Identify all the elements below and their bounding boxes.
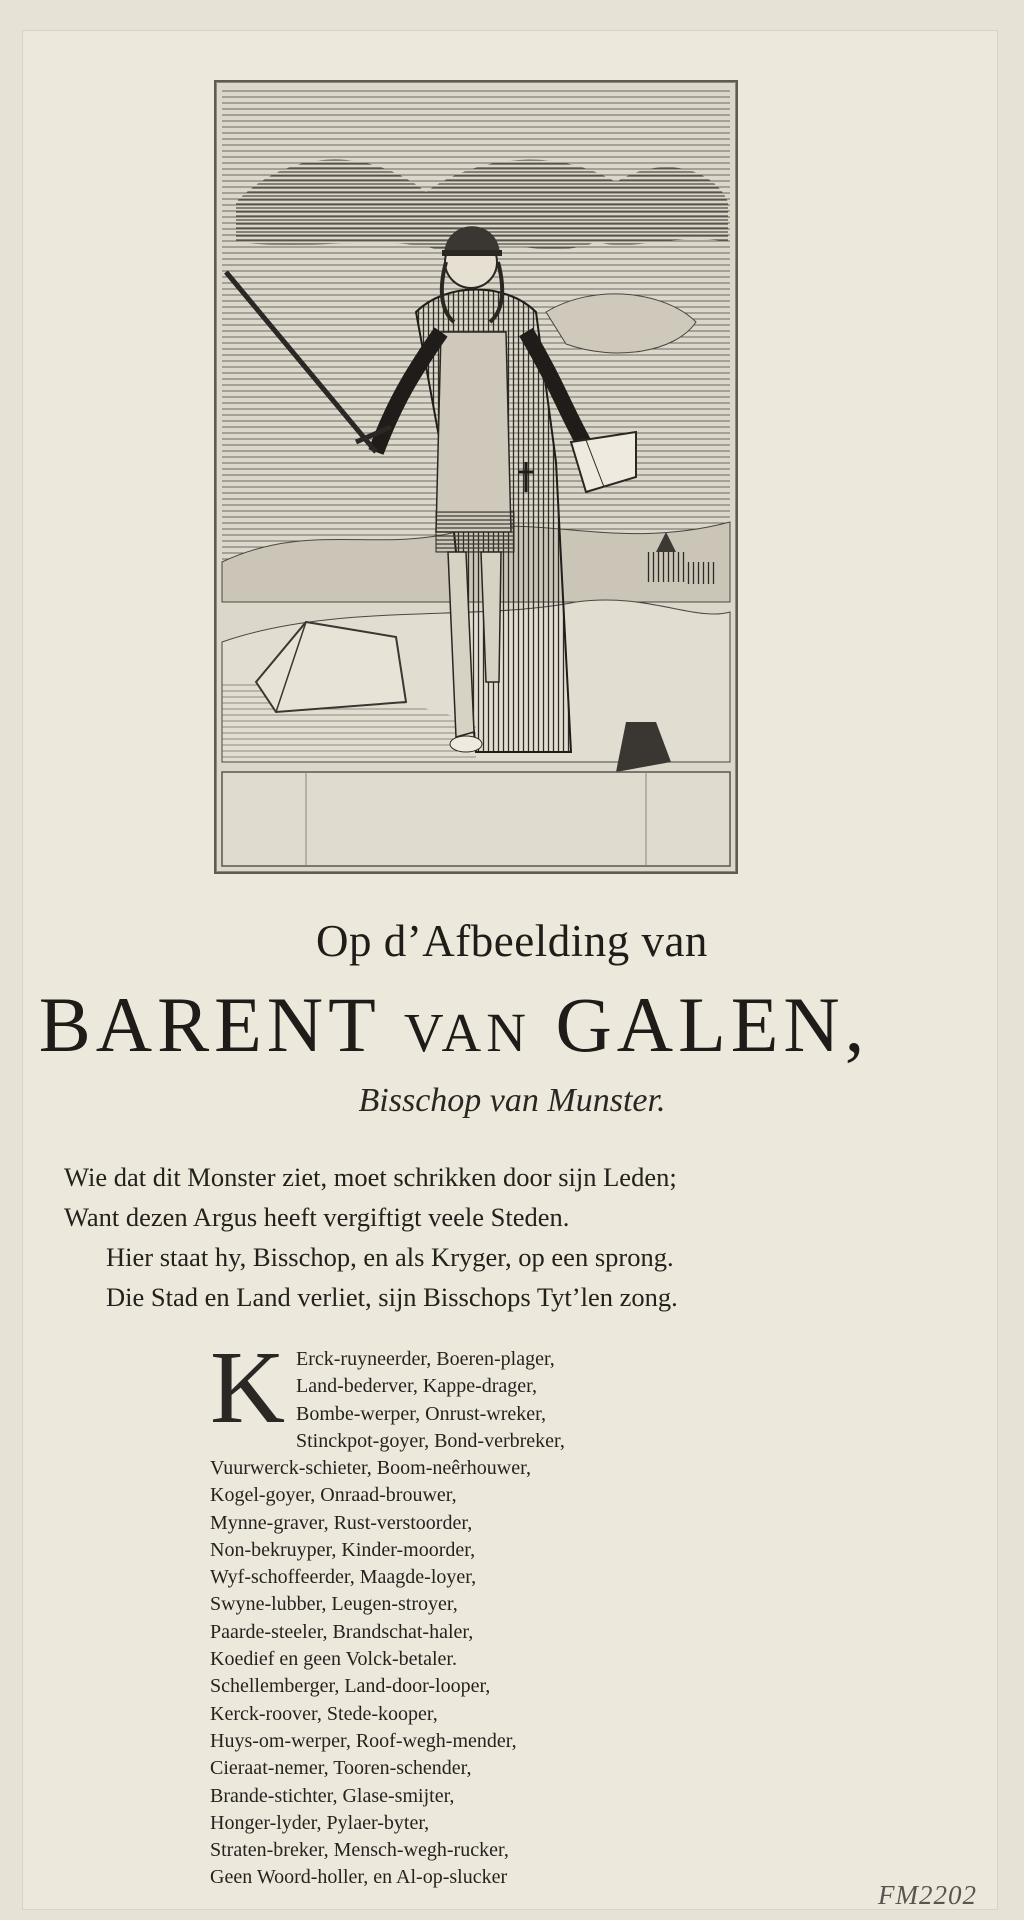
litany-line: Erck-ruyneerder, Boeren-plager, <box>296 1348 555 1370</box>
litany-line: Stinckpot-goyer, Bond-verbreker, <box>296 1429 565 1452</box>
litany-line: Schellemberger, Land-door-looper, <box>210 1675 491 1698</box>
verse-line: Want dezen Argus heeft vergiftigt veele Steden. <box>64 1202 570 1232</box>
litany-line: Vuurwerck-schieter, Boom-neêrhouwer, <box>210 1457 531 1479</box>
verse-line: Wie dat dit Monster ziet, moet schrikken door sijn Leden; <box>64 1162 677 1192</box>
litany-line: Geen Woord-holler, en Al-op-slucker <box>210 1866 508 1889</box>
drop-cap-initial: K <box>210 1330 286 1445</box>
litany-line: Huys-om-werper, Roof-wegh-mender, <box>210 1729 517 1752</box>
litany-line: Kogel-goyer, Onraad-brouwer, <box>210 1484 457 1507</box>
litany-line: Non-bekruyper, Kinder-moorder, <box>210 1538 476 1561</box>
litany-list <box>210 1455 531 1892</box>
litany-line: Land-bederver, Kappe-drager, <box>296 1375 538 1398</box>
verse-line: Die Stad en Land verliet, sijn Bisschops Tyt’len zong. <box>106 1282 678 1312</box>
heading-intro: Op d’Afbeelding van <box>316 916 708 966</box>
litany-line: Straten-breker, Mensch-wegh-rucker, <box>210 1839 509 1862</box>
litany-line: Brande-stichter, Glase-smijter, <box>210 1784 455 1807</box>
litany-line: Wyf-schoffeerder, Maagde-loyer, <box>210 1566 477 1589</box>
litany-line: Koedief en geen Volck-betaler. <box>210 1648 457 1671</box>
litany-line: Bombe-werper, Onrust-wreker, <box>296 1402 546 1425</box>
catalog-number: FM2202 <box>878 1880 977 1910</box>
litany-line: Paarde-steeler, Brandschat-haler, <box>210 1620 474 1643</box>
heading-subtitle: Bisschop van Munster. <box>358 1082 666 1119</box>
verse-line: Hier staat hy, Bisschop, en als Kryger, op een sprong. <box>106 1242 674 1272</box>
litany-line: Kerck-roover, Stede-kooper, <box>210 1702 438 1725</box>
litany-line: Swyne-lubber, Leugen-stroyer, <box>210 1593 458 1616</box>
engraving-plate <box>214 80 738 874</box>
engraving-illustration <box>216 82 736 872</box>
litany-indented-list <box>296 1346 565 1455</box>
litany-line: Honger-lyder, Pylaer-byter, <box>210 1811 430 1834</box>
litany-line: Mynne-graver, Rust-verstoorder, <box>210 1511 473 1534</box>
litany-line: Cieraat-nemer, Tooren-schender, <box>210 1757 472 1780</box>
heading-name: BARENT van GALEN, <box>38 981 870 1068</box>
